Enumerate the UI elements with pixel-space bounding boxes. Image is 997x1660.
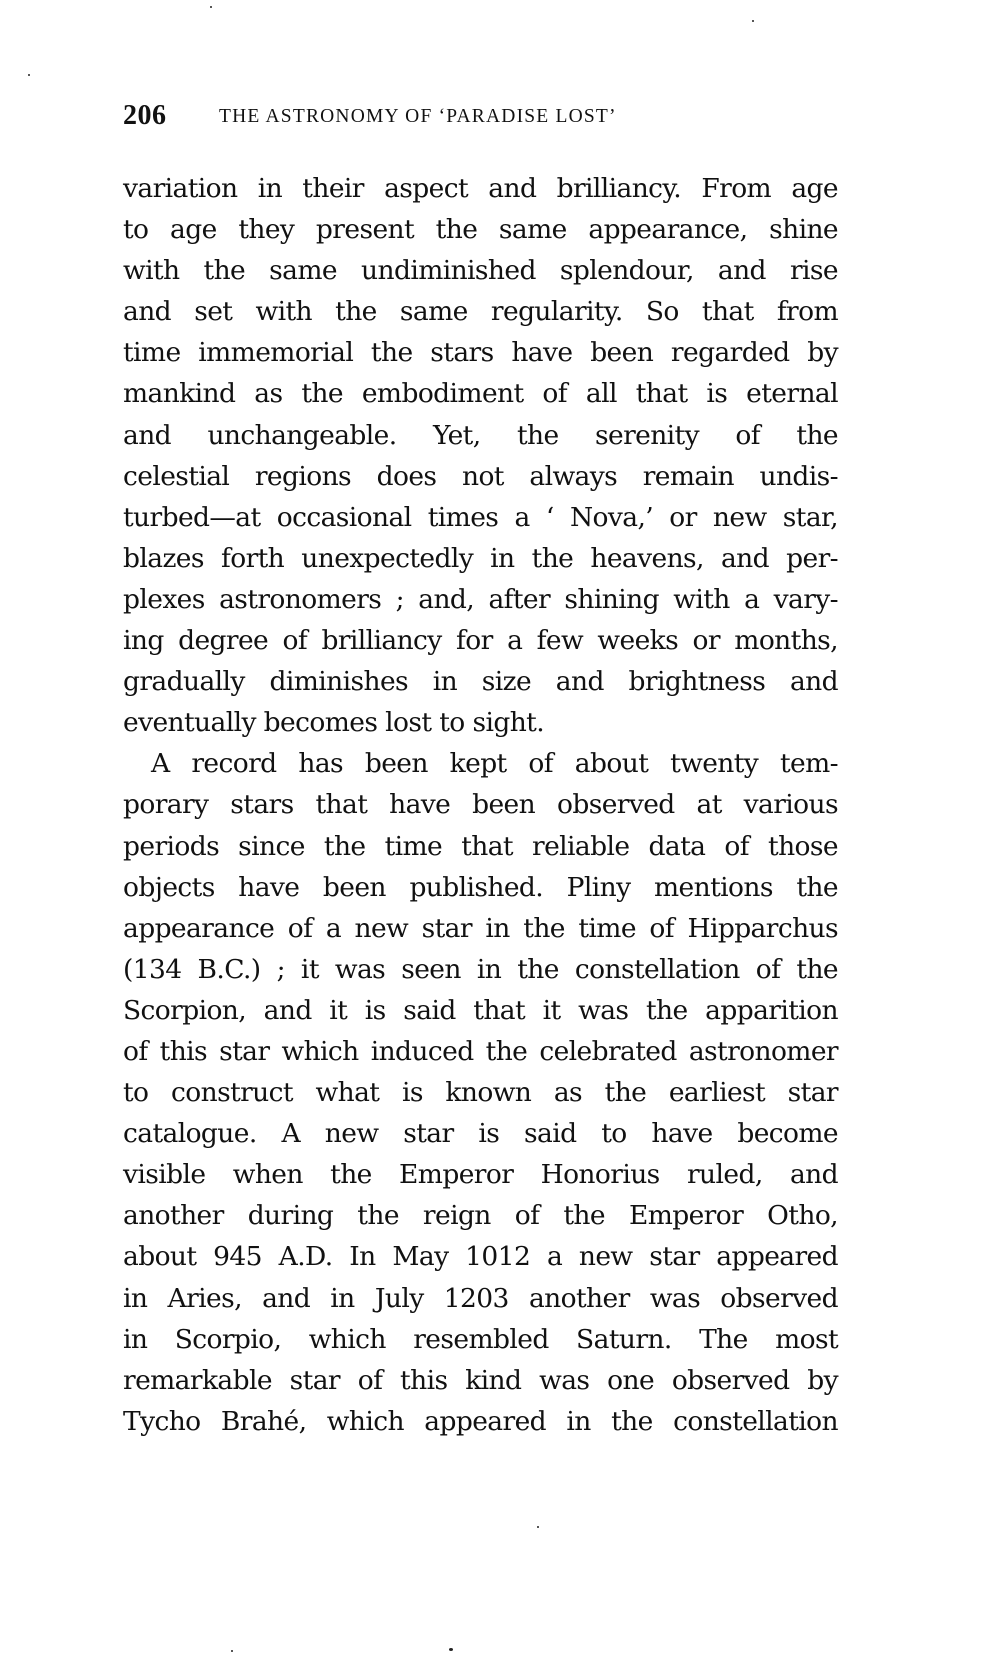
text-line: periods since the time that reliable data of those	[123, 830, 838, 862]
text-line: blazes forth unexpectedly in the heavens, and per-	[123, 542, 838, 574]
text-line: remarkable star of this kind was one observed by	[123, 1364, 838, 1396]
scan-speck	[449, 1648, 453, 1651]
text-line: objects have been published. Pliny mentions the	[123, 871, 838, 903]
text-line: appearance of a new star in the time of Hipparchus	[123, 912, 838, 944]
text-line: about 945 A.D. In May 1012 a new star appeared	[123, 1241, 838, 1273]
text-line: A record has been kept of about twenty tem-	[151, 748, 838, 780]
text-line: (134 B.C.) ; it was seen in the constellation of the	[123, 953, 838, 985]
text-line: in Aries, and in July 1203 another was observed	[123, 1282, 838, 1314]
page-header	[123, 100, 843, 140]
text-line: gradually diminishes in size and brightness and	[123, 666, 838, 698]
paragraph-2	[123, 743, 838, 1442]
text-line: with the same undiminished splendour, and rise	[123, 255, 838, 287]
page-number: 206	[123, 100, 167, 131]
text-line: in Scorpio, which resembled Saturn. The most	[123, 1323, 838, 1355]
text-line: variation in their aspect and brilliancy. From age	[123, 173, 838, 204]
text-line: visible when the Emperor Honorius ruled, and	[123, 1159, 838, 1191]
scan-speck	[28, 74, 30, 76]
text-line: mankind as the embodiment of all that is eternal	[123, 378, 838, 410]
scan-speck	[210, 6, 212, 8]
scan-speck	[752, 20, 754, 22]
text-line: and unchangeable. Yet, the serenity of the	[123, 419, 838, 451]
text-line: to construct what is known as the earliest star	[123, 1077, 838, 1109]
text-line: ing degree of brilliancy for a few weeks or months,	[123, 625, 838, 657]
paragraph-1	[123, 168, 838, 743]
text-line: plexes astronomers ; and, after shining with a vary-	[123, 583, 838, 615]
text-line: and set with the same regularity. So that from	[123, 296, 838, 328]
text-line: catalogue. A new star is said to have become	[123, 1118, 838, 1150]
text-line: Tycho Brahé, which appeared in the constellation	[123, 1405, 838, 1437]
text-line: of this star which induced the celebrated astronomer	[123, 1035, 838, 1067]
text-line: time immemorial the stars have been regarded by	[123, 337, 838, 369]
text-line: turbed—at occasional times a ‘ Nova,’ or new star,	[123, 501, 838, 533]
text-line: to age they present the same appearance, shine	[123, 214, 838, 246]
text-line: another during the reign of the Emperor Otho,	[123, 1200, 838, 1232]
scan-speck	[231, 1650, 233, 1652]
body-text	[123, 168, 838, 1442]
text-line: eventually becomes lost to sight.	[123, 707, 545, 739]
text-line: celestial regions does not always remain undis-	[123, 460, 838, 492]
running-title: THE ASTRONOMY OF ‘PARADISE LOST’	[219, 106, 617, 127]
scan-speck	[537, 1526, 539, 1528]
text-line: porary stars that have been observed at various	[123, 789, 838, 821]
text-line: Scorpion, and it is said that it was the apparition	[123, 994, 838, 1026]
